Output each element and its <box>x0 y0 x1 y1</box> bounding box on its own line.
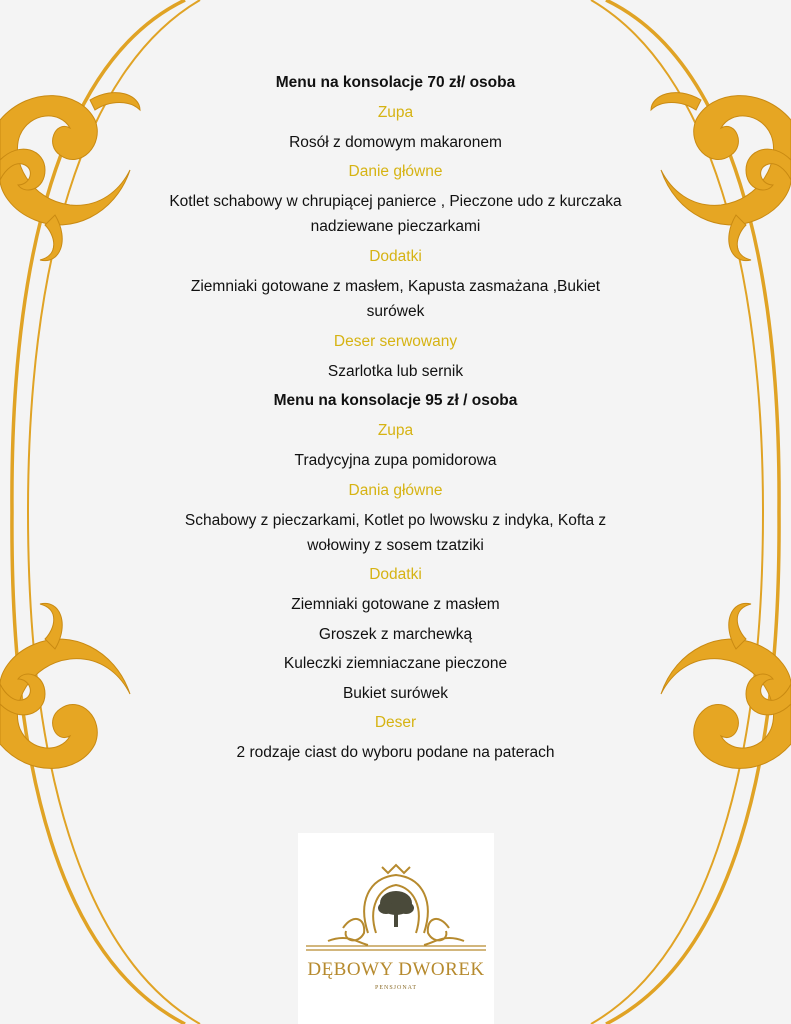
menu-95-dessert-heading: Deser <box>374 714 417 731</box>
menu-70-main-heading: Danie główne <box>348 163 443 180</box>
menu-95-side-item: Kuleczki ziemniaczane pieczone <box>283 655 508 672</box>
menu-95-side-item: Groszek z marchewką <box>318 626 473 643</box>
menu-95-soup: Tradycyjna zupa pomidorowa <box>294 452 497 469</box>
menu-70-sides-heading: Dodatki <box>369 248 422 265</box>
menu-95-sides-heading: Dodatki <box>369 566 422 583</box>
logo-brand-name: DĘBOWY DWOREK <box>307 959 485 980</box>
menu-70-sides-line2: surówek <box>366 303 425 320</box>
menu-70-sides-line1: Ziemniaki gotowane z masłem, Kapusta zasmażana ,Bukiet <box>190 278 601 295</box>
menu-95-soup-heading: Zupa <box>377 422 414 439</box>
menu-70-soup-heading: Zupa <box>377 104 414 121</box>
menu-70-dessert: Szarlotka lub sernik <box>327 363 464 380</box>
menu-95-main-line1: Schabowy z pieczarkami, Kotlet po lwowsku z indyka, Kofta z <box>184 512 607 529</box>
oak-tree-crest-icon <box>298 833 494 1024</box>
menu-70-main-line2: nadziewane pieczarkami <box>310 218 481 235</box>
menu-95-title: Menu na konsolacje 95 zł / osoba <box>273 392 518 409</box>
logo-subtitle: PENSJONAT <box>374 985 417 991</box>
menu-70-dessert-heading: Deser serwowany <box>333 333 458 350</box>
menu-95-side-item: Bukiet surówek <box>342 685 449 702</box>
menu-70-soup: Rosół z domowym makaronem <box>289 134 502 151</box>
menu-70-main-line1: Kotlet schabowy w chrupiącej panierce , Pieczone udo z kurczaka <box>169 193 622 210</box>
menu-70-title: Menu na konsolacje 70 zł/ osoba <box>275 74 516 91</box>
logo <box>298 833 494 1024</box>
menu-95-side-item: Ziemniaki gotowane z masłem <box>291 596 500 613</box>
menu-95-main-heading: Dania główne <box>348 482 443 499</box>
menu-95-dessert: 2 rodzaje ciast do wyboru podane na paterach <box>236 744 555 761</box>
menu-95-main-line2: wołowiny z sosem tzatziki <box>307 537 484 554</box>
